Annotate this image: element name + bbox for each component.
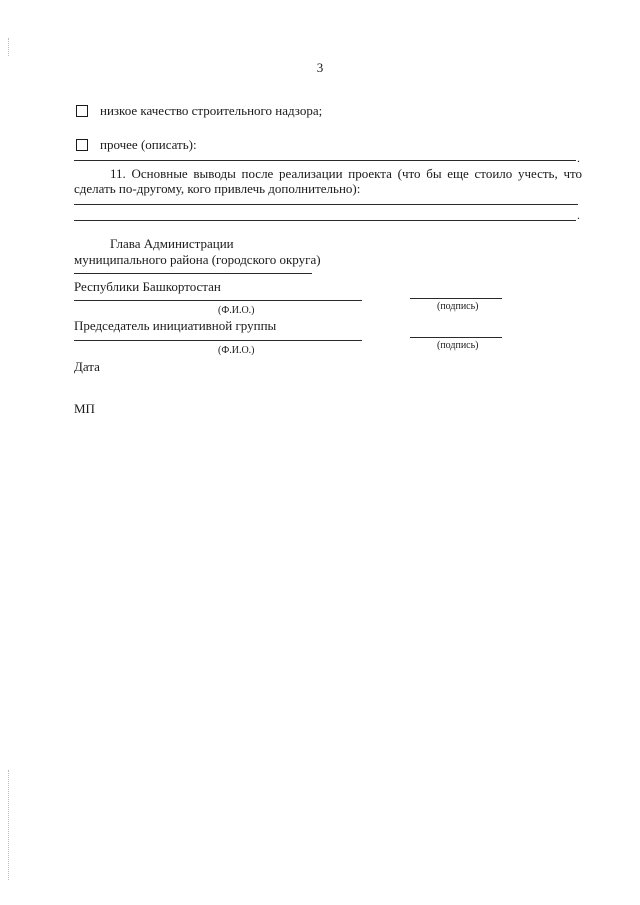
- chairman-title: Председатель инициативной группы: [74, 318, 277, 333]
- line-end-period: .: [577, 208, 580, 222]
- head-signature-line[interactable]: [410, 298, 502, 299]
- head-title-line-1: Глава Администрации: [110, 236, 234, 251]
- page-number: 3: [316, 60, 324, 75]
- checkbox-label-other: прочее (описать):: [100, 137, 197, 152]
- chairman-signature-caption: (подпись): [437, 340, 479, 351]
- scan-margin-mark-bottom: [8, 770, 11, 880]
- checkbox-label-construction-supervision: низкое качество строительного надзора;: [100, 103, 323, 118]
- section-11-question: 11. Основные выводы после реализации проекта (что бы еще стоило учесть, что сделать по-другому, кого привлечь дополнительно):: [74, 166, 582, 196]
- head-signature-caption: (подпись): [437, 301, 479, 312]
- checkbox-row-construction-supervision: [76, 103, 322, 119]
- line-end-period: .: [577, 151, 580, 165]
- stamp-label: МП: [74, 401, 95, 416]
- chairman-fio-line[interactable]: [74, 340, 362, 341]
- head-title-line-3: Республики Башкортостан: [74, 279, 221, 294]
- date-label: Дата: [74, 359, 100, 374]
- section-11-answer-line-1[interactable]: [74, 204, 578, 205]
- chairman-fio-caption: (Ф.И.О.): [218, 345, 255, 356]
- checkbox-other[interactable]: [76, 139, 88, 151]
- other-description-line[interactable]: [74, 160, 576, 161]
- section-11-answer-line-2[interactable]: [74, 220, 576, 221]
- checkbox-construction-supervision[interactable]: [76, 105, 88, 117]
- checkbox-row-other: [76, 137, 197, 153]
- head-fio-caption: (Ф.И.О.): [218, 305, 255, 316]
- chairman-signature-line[interactable]: [410, 337, 502, 338]
- scan-margin-mark-top: [8, 38, 11, 56]
- head-title-line-2: муниципального района (городского округа): [74, 252, 321, 267]
- head-fio-line[interactable]: [74, 300, 362, 301]
- head-title-underline: [74, 273, 312, 274]
